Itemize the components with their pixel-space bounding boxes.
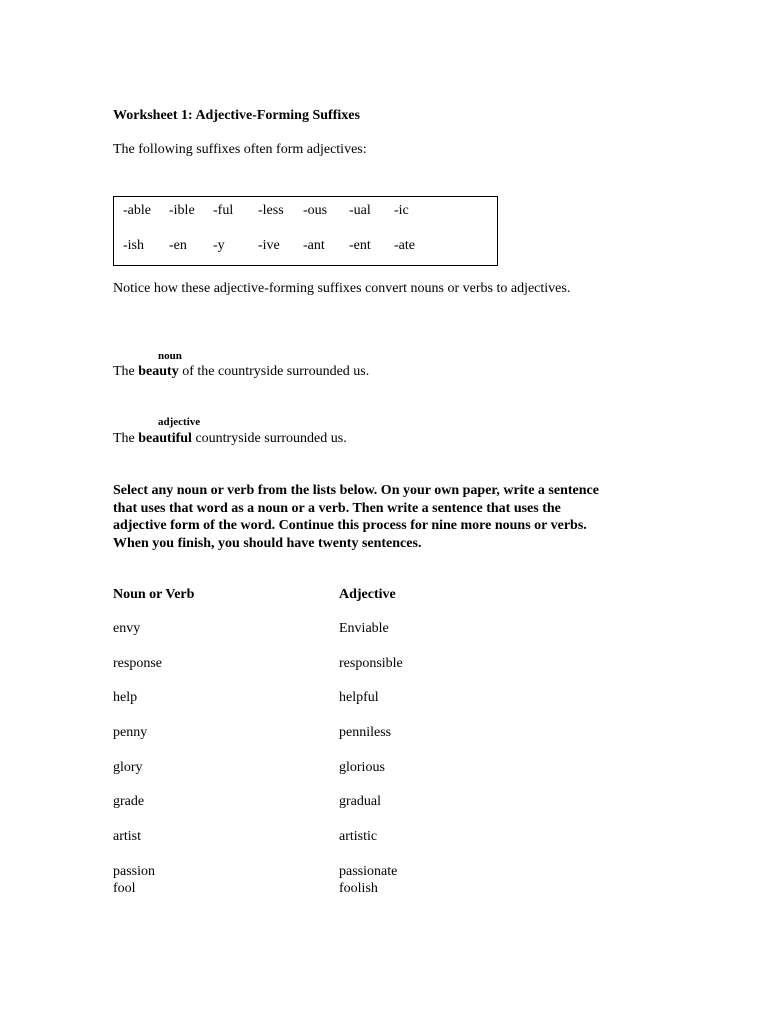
table-cell-noun: fool [113, 881, 136, 896]
table-cell-adjective: gradual [339, 794, 381, 809]
table-cell-adjective: Enviable [339, 621, 389, 636]
worksheet-title: Worksheet 1: Adjective-Forming Suffixes [113, 108, 360, 123]
table-cell-adjective: passionate [339, 864, 398, 879]
sentence-end: of the countryside surrounded us. [178, 364, 370, 379]
table-cell-noun: response [113, 656, 162, 671]
suffix-item: -y [213, 238, 225, 253]
suffix-box [113, 196, 498, 266]
table-cell-noun: artist [113, 829, 141, 844]
suffix-item: -ant [303, 238, 325, 253]
suffix-item: -ible [169, 203, 195, 218]
suffix-item: -ate [394, 238, 415, 253]
table-cell-noun: passion [113, 864, 155, 879]
example-sentence [113, 431, 347, 447]
instruction-line: adjective form of the word. Continue this process for nine more nouns or verbs. [113, 518, 587, 533]
table-cell-adjective: responsible [339, 656, 403, 671]
instruction-line: that uses that word as a noun or a verb. Then write a sentence that uses the [113, 500, 561, 516]
suffix-item: -ive [258, 238, 280, 253]
suffix-item: -less [258, 203, 284, 218]
table-cell-adjective: artistic [339, 829, 378, 844]
table-cell-noun: help [113, 690, 138, 705]
example-sentence [113, 364, 369, 380]
suffix-item: -able [123, 203, 151, 218]
suffix-item: -ic [394, 203, 409, 218]
suffix-item: -ish [123, 238, 144, 253]
table-cell-adjective: glorious [339, 760, 385, 775]
intro-text: The following suffixes often form adjectives: [113, 142, 367, 157]
suffix-item: -en [169, 238, 187, 253]
suffix-item: -ous [303, 203, 328, 218]
notice-text: Notice how these adjective-forming suffixes convert nouns or verbs to adjectives. [113, 281, 571, 296]
sentence-start: The [113, 431, 139, 446]
table-cell-noun: envy [113, 621, 141, 636]
table-cell-noun: penny [113, 725, 148, 740]
part-of-speech-label: adjective [158, 416, 201, 428]
suffix-item: -ful [213, 203, 234, 218]
table-cell-adjective: foolish [339, 881, 378, 896]
suffix-item: -ual [349, 203, 371, 218]
table-cell-noun: glory [113, 760, 143, 775]
table-cell-adjective: helpful [339, 690, 379, 705]
column-header-noun-verb: Noun or Verb [113, 587, 195, 602]
highlighted-word: beauty [138, 364, 179, 379]
sentence-start: The [113, 364, 139, 379]
table-cell-adjective: penniless [339, 725, 392, 740]
highlighted-word: beautiful [138, 431, 192, 446]
part-of-speech-label: noun [158, 350, 182, 362]
sentence-end: countryside surrounded us. [191, 431, 347, 446]
suffix-item: -ent [349, 238, 371, 253]
column-header-adjective: Adjective [339, 587, 396, 602]
instructions [113, 482, 673, 552]
table-cell-noun: grade [113, 794, 145, 809]
instruction-line: Select any noun or verb from the lists below. On your own paper, write a sentence [113, 483, 599, 498]
instruction-line: When you finish, you should have twenty sentences. [113, 535, 422, 551]
